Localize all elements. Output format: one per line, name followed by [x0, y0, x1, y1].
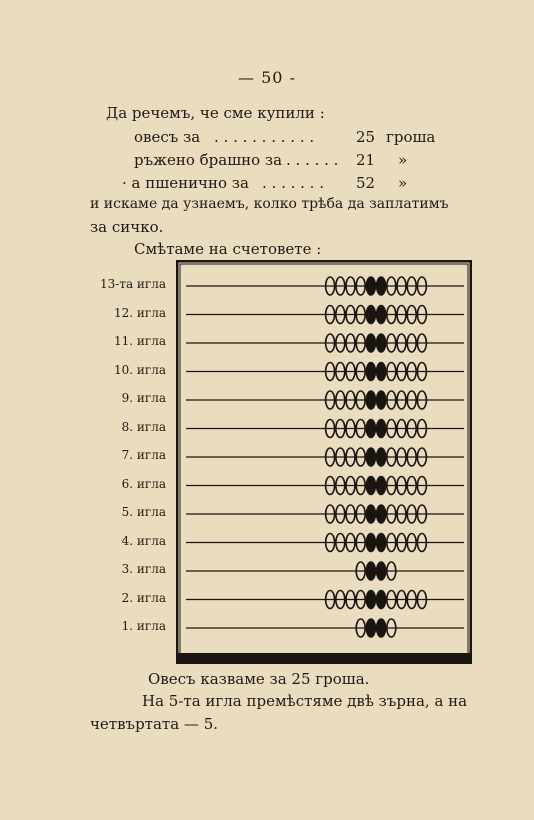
- after-text-1: Овесъ казваме за 25 гроша.: [148, 670, 370, 688]
- item-oats-amount: 25: [356, 128, 376, 146]
- after-text-3: четвъртата — 5.: [90, 715, 219, 733]
- item-wheat-name: · а пшенично за: [122, 174, 249, 192]
- abacus-bead: [377, 534, 386, 552]
- abacus-bead: [377, 591, 386, 609]
- abacus-bead: [366, 306, 375, 324]
- abacus-bead: [377, 619, 386, 637]
- abacus-bead: [377, 505, 386, 523]
- abacus-bead: [366, 477, 375, 495]
- item-oats-unit: гроша: [386, 128, 436, 146]
- abacus-bead: [366, 363, 375, 381]
- after-text-2: На 5-та игла премѣстяме двѣ зърна, а на: [142, 692, 468, 710]
- abacus-bead: [366, 534, 375, 552]
- abacus-row-label: 2. игла: [121, 590, 166, 605]
- abacus-bead: [366, 619, 375, 637]
- item-oats-dots: . . . . . . . . . . .: [214, 128, 315, 146]
- abacus-row-label: 3. игла: [121, 562, 166, 576]
- abacus-bead: [366, 334, 375, 352]
- abacus-bead: [366, 562, 375, 580]
- abacus-row-label: 7. игла: [121, 448, 166, 462]
- abacus-row-label: 5. игла: [121, 505, 166, 519]
- abacus-row-label: 11. игла: [114, 334, 166, 348]
- abacus-bead: [366, 505, 375, 523]
- item-oats-name: овесъ за: [134, 128, 201, 146]
- item-rye-name: ръжено брашно за: [134, 151, 283, 169]
- abacus-bead: [377, 306, 386, 324]
- abacus-bead: [366, 277, 375, 295]
- abacus-bead: [377, 420, 386, 438]
- abacus-row-label: 10. игла: [114, 362, 166, 377]
- abacus-bead: [377, 391, 386, 409]
- abacus-row-label: 8. игла: [121, 419, 166, 434]
- abacus-bead: [377, 334, 386, 352]
- abacus-bead: [377, 363, 386, 381]
- abacus-row-label: 9. игла: [121, 391, 166, 405]
- abacus-bead: [377, 477, 386, 495]
- item-wheat-amount: 52: [356, 174, 376, 192]
- abacus-bead: [366, 591, 375, 609]
- abacus-bead: [366, 448, 375, 466]
- item-rye-amount: 21: [356, 151, 376, 169]
- intro-text: Да речемъ, че сме купили :: [106, 104, 325, 122]
- question-line-2: за сичко.: [90, 218, 164, 236]
- abacus-row-label: 13-та игла: [100, 277, 166, 291]
- abacus-bead: [366, 391, 375, 409]
- item-rye-unit: »: [398, 151, 408, 169]
- item-wheat-dots: . . . . . . .: [262, 174, 324, 192]
- abacus-figure: [176, 260, 472, 664]
- abacus-row-label: 1. игла: [121, 619, 166, 633]
- abacus-row-label: 6. игла: [121, 476, 166, 491]
- counting-heading: Смѣтаме на счетовете :: [134, 240, 322, 258]
- page-number: — 50 -: [238, 68, 296, 87]
- abacus-bead: [377, 562, 386, 580]
- abacus-bead: [377, 448, 386, 466]
- item-wheat-unit: »: [398, 174, 408, 192]
- abacus-bead: [366, 420, 375, 438]
- question-line-1: и искаме да узнаемъ, колко трѣба да заплатимъ: [90, 196, 449, 212]
- abacus-bead: [377, 277, 386, 295]
- abacus-row-label: 4. игла: [121, 533, 166, 548]
- item-rye-dots: . . . . . .: [286, 151, 339, 169]
- abacus-row-label: 12. игла: [114, 305, 166, 320]
